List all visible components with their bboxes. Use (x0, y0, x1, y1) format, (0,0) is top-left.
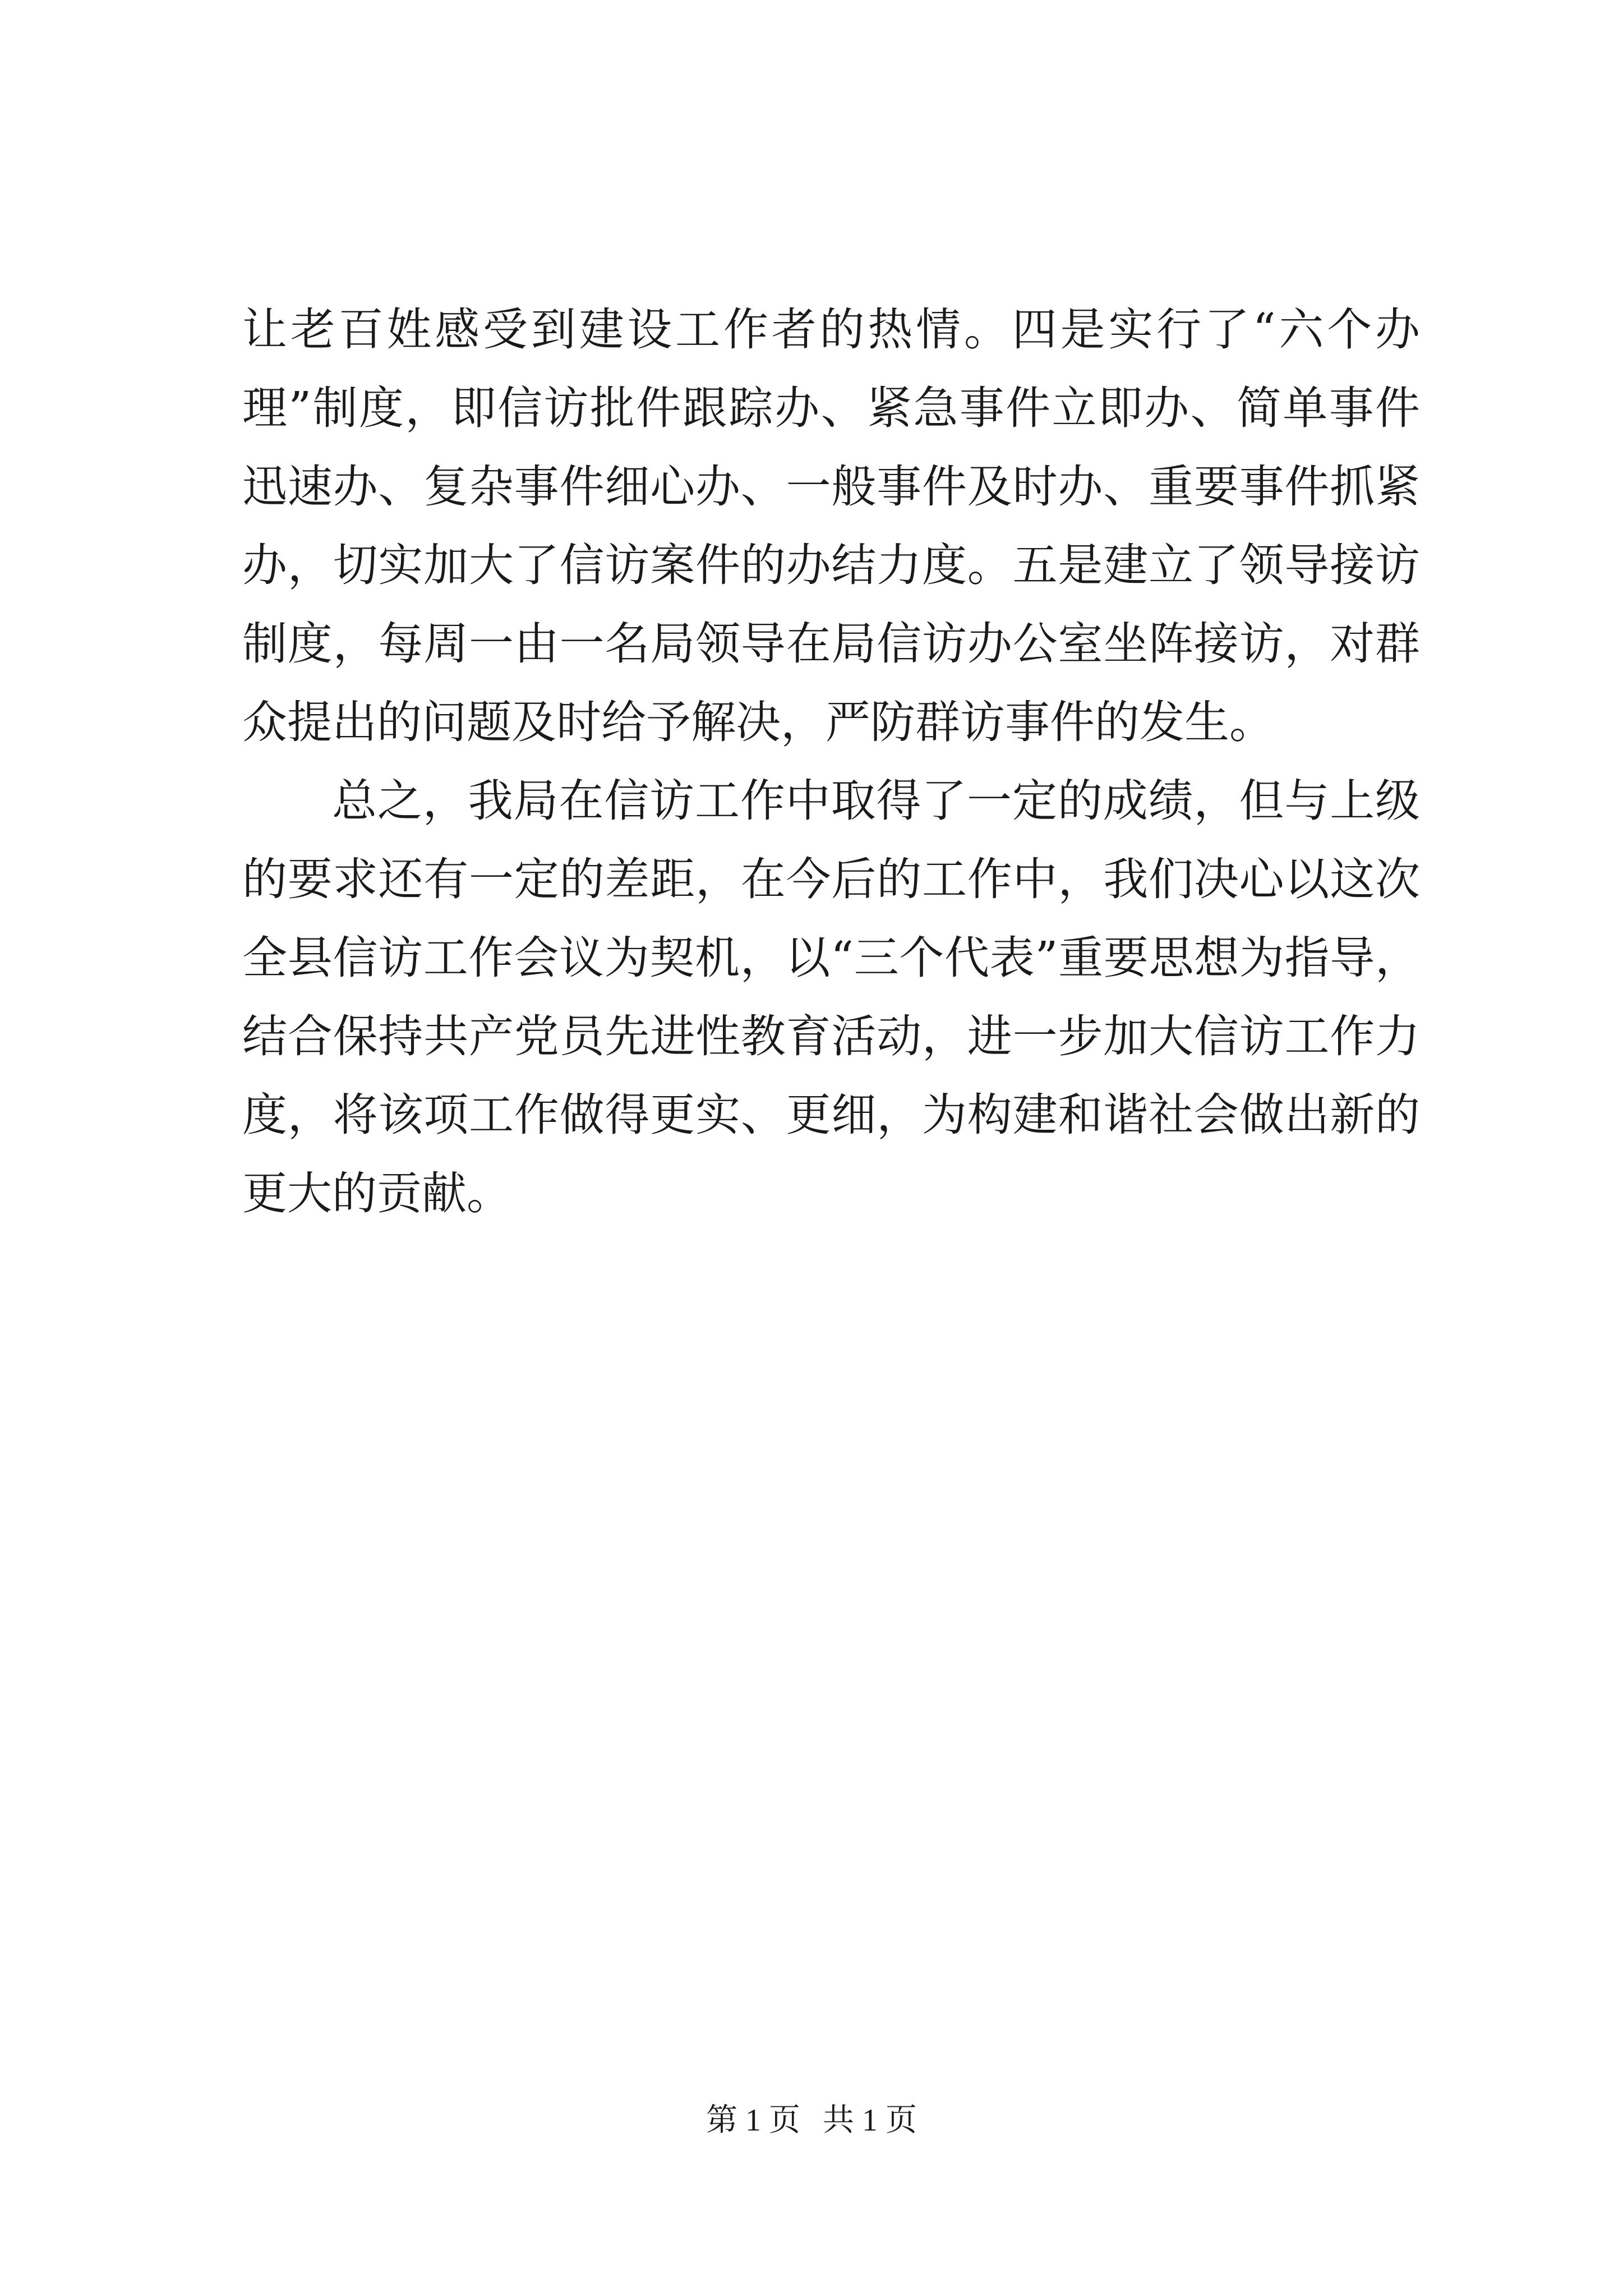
paragraph-conclusion: 总之，我局在信访工作中取得了一定的成绩，但与上级的要求还有一定的差距，在今后的工作中，我们决心以这次全县信访工作会议为契机，以“三个代表”重要思想为指导，结合保持共产党员先进性教育活动，进一步加大信访工作力度，将该项工作做得更实、更细，为构建和谐社会做出新的更大的贡献。 (242, 775, 1420, 1220)
page-total: 共 1 页 (823, 2103, 917, 2138)
document-body (242, 291, 1420, 1233)
page-footer (0, 2101, 1623, 2140)
paragraph-continuation: 让老百姓感受到建设工作者的热情。四是实行了“六个办理”制度，即信访批件跟踪办、紧急事件立即办、简单事件迅速办、复杂事件细心办、一般事件及时办、重要事件抓紧办，切实加大了信访案件的办结力度。五是建立了领导接访制度，每周一由一名局领导在局信访办公室坐阵接访，对群众提出的问题及时给予解决，严防群访事件的发生。 (242, 303, 1420, 748)
page-number: 第 1 页 (706, 2103, 800, 2138)
